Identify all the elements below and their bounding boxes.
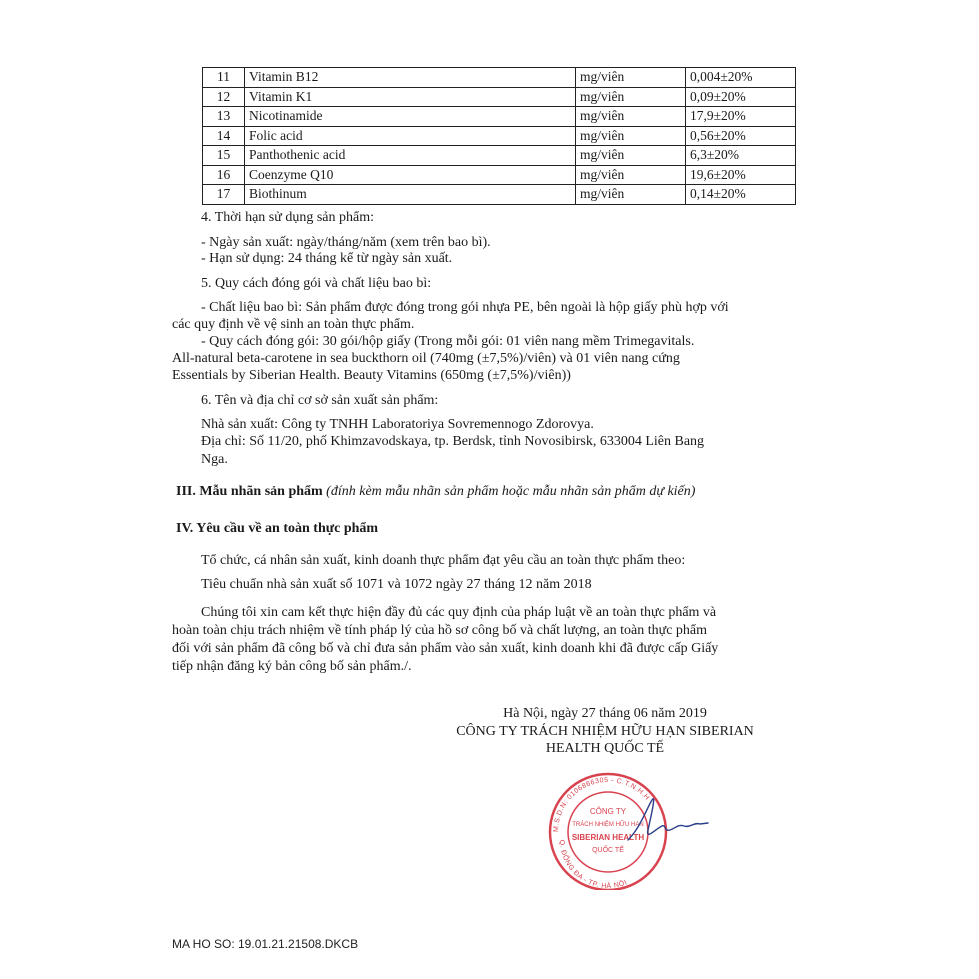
table-row — [203, 107, 796, 127]
section-iii-title: III. Mẫu nhãn sản phẩm — [176, 484, 323, 499]
company-stamp — [540, 770, 780, 890]
section-6-title: 6. Tên và địa chỉ cơ sở sản xuất sản phẩm: — [201, 393, 439, 408]
section-iii-heading — [176, 483, 695, 501]
table-row — [203, 126, 796, 146]
section-6-line-3: Nga. — [201, 452, 228, 467]
ingredient-name: Coenzyme Q10 — [245, 165, 576, 185]
commitment-line-1: Chúng tôi xin cam kết thực hiện đầy đủ các quy định của pháp luật về an toàn thực phẩm và — [201, 605, 717, 620]
section-5-line-2: các quy định về vệ sinh an toàn thực phẩm. — [172, 317, 415, 332]
ingredient-name: Biothinum — [245, 185, 576, 205]
value-cell: 0,56±20% — [686, 126, 796, 146]
row-number: 17 — [203, 185, 245, 205]
stamp-line-4: QUỐC TẾ — [592, 847, 624, 854]
section-5-line-1: - Chất liệu bao bì: Sản phẩm được đóng trong gói nhựa PE, bên ngoài là hộp giấy phù hợp với — [201, 300, 729, 315]
value-cell: 0,09±20% — [686, 87, 796, 107]
commitment-line-4: tiếp nhận đăng ký bản công bố sản phẩm./. — [172, 659, 412, 674]
section-5-title: 5. Quy cách đóng gói và chất liệu bao bì: — [201, 276, 432, 291]
section-6-line-1: Nhà sản xuất: Công ty TNHH Laboratoriya Sovremennogo Zdorovya. — [201, 417, 594, 432]
row-number: 12 — [203, 87, 245, 107]
vitamin-table-body — [203, 68, 796, 205]
stamp-line-3: SIBERIAN HEALTH — [571, 833, 645, 842]
commitment-line-3: đối với sản phẩm đã công bố và chỉ đưa sản phẩm vào sản xuất, kinh doanh khi đã được cấp Giấy — [172, 641, 719, 656]
unit-cell: mg/viên — [576, 185, 686, 205]
unit-cell: mg/viên — [576, 68, 686, 88]
ingredient-name: Vitamin K1 — [245, 87, 576, 107]
section-6-line-2: Địa chỉ: Số 11/20, phố Khimzavodskaya, tp. Berdsk, tỉnh Novosibirsk, 633004 Liên Bang — [201, 434, 705, 449]
section-iv-line-1: Tổ chức, cá nhân sản xuất, kinh doanh thực phẩm đạt yêu cầu an toàn thực phẩm theo: — [201, 553, 686, 568]
ingredient-name: Vitamin B12 — [245, 68, 576, 88]
unit-cell: mg/viên — [576, 107, 686, 127]
table-row — [203, 87, 796, 107]
stamp-line-1: CÔNG TY — [589, 807, 627, 816]
unit-cell: mg/viên — [576, 126, 686, 146]
company-name-line-2: HEALTH QUỐC TẾ — [545, 741, 665, 756]
table-row — [203, 185, 796, 205]
section-5-line-3: - Quy cách đóng gói: 30 gói/hộp giấy (Trong mỗi gói: 01 viên nang mềm Trimegavitals. — [201, 334, 695, 349]
document-code: MA HO SO: 19.01.21.21508.DKCB — [172, 937, 359, 951]
row-number: 11 — [203, 68, 245, 88]
section-5-line-5: Essentials by Siberian Health. Beauty Vitamins (650mg (±7,5%)/viên)) — [172, 368, 571, 383]
table-row — [203, 165, 796, 185]
unit-cell: mg/viên — [576, 87, 686, 107]
row-number: 15 — [203, 146, 245, 166]
table-row — [203, 68, 796, 88]
stamp-line-2: TRÁCH NHIỆM HỮU HẠN — [572, 822, 644, 828]
unit-cell: mg/viên — [576, 165, 686, 185]
commitment-line-2: hoàn toàn chịu trách nhiệm về tính pháp lý của hồ sơ công bố và chất lượng, an toàn thực phẩm — [172, 623, 708, 638]
ingredient-name: Folic acid — [245, 126, 576, 146]
row-number: 13 — [203, 107, 245, 127]
value-cell: 17,9±20% — [686, 107, 796, 127]
value-cell: 0,14±20% — [686, 185, 796, 205]
section-4-line-1: - Ngày sản xuất: ngày/tháng/năm (xem trên bao bì). — [201, 235, 491, 250]
stamp-ring-top: M.S.D.N: 0106866305 - C.T.N.H.H — [552, 776, 651, 833]
ingredient-name: Panthothenic acid — [245, 146, 576, 166]
stamp-ring-bottom: Q. ĐỐNG ĐA - TP. HÀ NỘI — [557, 839, 629, 890]
signature-date: Hà Nội, ngày 27 tháng 06 năm 2019 — [503, 706, 707, 721]
vitamin-table — [202, 67, 796, 205]
unit-cell: mg/viên — [576, 146, 686, 166]
value-cell: 19,6±20% — [686, 165, 796, 185]
table-row — [203, 146, 796, 166]
company-name-line-1: CÔNG TY TRÁCH NHIỆM HỮU HẠN SIBERIAN — [456, 724, 754, 739]
ingredient-name: Nicotinamide — [245, 107, 576, 127]
section-5-line-4: All-natural beta-carotene in sea buckthorn oil (740mg (±7,5%)/viên) và 01 viên nang cứng — [172, 351, 680, 366]
row-number: 16 — [203, 165, 245, 185]
section-iii-note: (đính kèm mẫu nhãn sản phẩm hoặc mẫu nhãn sản phẩm dự kiến) — [326, 484, 696, 499]
section-iv-title: IV. Yêu cầu về an toàn thực phẩm — [176, 521, 379, 536]
section-iv-line-2: Tiêu chuẩn nhà sản xuất số 1071 và 1072 ngày 27 tháng 12 năm 2018 — [201, 577, 592, 592]
stamp-seal-icon — [550, 774, 666, 890]
section-4-title: 4. Thời hạn sử dụng sản phẩm: — [201, 210, 374, 225]
value-cell: 0,004±20% — [686, 68, 796, 88]
section-4-line-2: - Hạn sử dụng: 24 tháng kể từ ngày sản xuất. — [201, 251, 453, 266]
value-cell: 6,3±20% — [686, 146, 796, 166]
row-number: 14 — [203, 126, 245, 146]
